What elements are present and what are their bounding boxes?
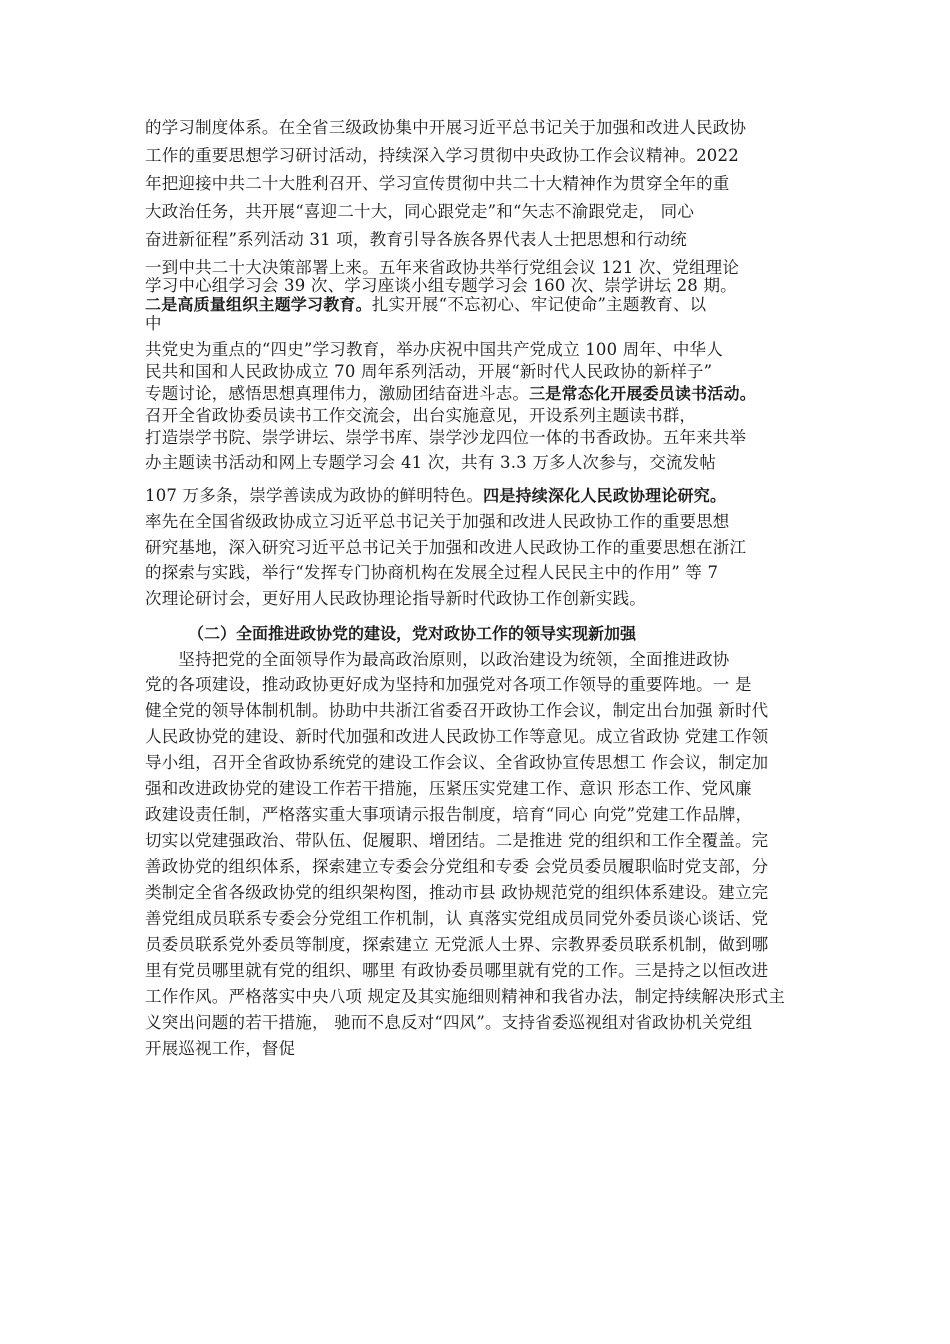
paragraph-line: 办主题读书活动和网上专题学习会 41 次，共有 3.3 万多人次参与，交流发帖 (145, 453, 717, 472)
paragraph-line: 大政治任务，共开展“喜迎二十大，同心跟党走”和“矢志不渝跟党走， 同心 (145, 202, 695, 221)
paragraph-line: 导小组，召开全省政协系统党的建设工作会议、全省政协宣传思想工 作会议，制定加 (145, 753, 769, 772)
paragraph-line: 次理论研讨会，更好用人民政协理论指导新时代政协工作创新实践。 (145, 589, 646, 608)
bold-lead-sentence: 二是高质量组织主题学习教育。 (145, 295, 372, 314)
paragraph-line: 健全党的领导体制机制。协助中共浙江省委召开政协工作会议，制定出台加强 新时代 (145, 701, 769, 720)
paragraph-line: 共党史为重点的“四史”学习教育，举办庆祝中国共产党成立 100 周年、中华人 (145, 340, 723, 359)
paragraph-line: 政建设责任制，严格落实重大事项请示报告制度，培育“同心 向党”党建工作品牌， (145, 805, 753, 824)
paragraph-line: 的探索与实践，举行“发挥专门协商机构在发展全过程人民民主中的作用” 等 7 (145, 563, 719, 582)
paragraph-line (145, 383, 756, 405)
paragraph-line: 工作作风。严格落实中央八项 规定及其实施细则精神和我省办法，制定持续解决形式主 (145, 987, 786, 1006)
paragraph-line: 率先在全国省级政协成立习近平总书记关于加强和改进人民政协工作的重要思想 (145, 512, 730, 531)
paragraph-line: 工作的重要思想学习研讨活动，持续深入学习贯彻中央政协工作会议精神。2022 (145, 146, 739, 165)
paragraph-line: 里有党员哪里就有党的组织、哪里 有政协委员哪里就有党的工作。三是持之以恒改进 (145, 961, 769, 980)
section-heading: （二）全面推进政协党的建设，党对政协工作的领导实现新加强 (188, 624, 637, 643)
paragraph-line: 义突出问题的若干措施， 驰而不息反对“四风”。支持省委巡视组对省政协机关党组 (145, 1013, 753, 1032)
bold-lead-sentence: 四是持续深化人民政协理论研究。 (483, 486, 727, 505)
paragraph-line: 奋进新征程”系列活动 31 项，教育引导各族各界代表人士把思想和行动统 (145, 230, 687, 249)
paragraph-line: 中 (145, 314, 162, 333)
paragraph-line: 的学习制度体系。在全省三级政协集中开展习近平总书记关于加强和改进人民政协 (145, 118, 747, 137)
paragraph-line (145, 485, 726, 507)
paragraph-line: 学习中心组学习会 39 次、学习座谈小组专题学习会 160 次、崇学讲坛 28 期。 (145, 276, 737, 295)
line-text: 专题讨论，感悟思想真理伟力，激励团结奋进斗志。 (145, 384, 530, 403)
paragraph-line: 打造崇学书院、崇学讲坛、崇学书库、崇学沙龙四位一体的书香政协。五年来共举 (145, 428, 747, 447)
paragraph-line: 党的各项建设，推动政协更好成为坚持和加强党对各项工作领导的重要阵地。一 是 (145, 675, 752, 694)
paragraph-line: 强和改进政协党的建设工作若干措施，压紧压实党建工作、意识 形态工作、党风廉 (145, 779, 752, 798)
paragraph-line: 一到中共二十大决策部署上来。五年来省政协共举行党组会议 121 次、党组理论 (145, 258, 740, 277)
paragraph-line: 召开全省政协委员读书工作交流会，出台实施意见，开设系列主题读书群， (145, 406, 697, 425)
paragraph-line: 切实以党建强政治、带队伍、促履职、增团结。二是推进 党的组织和工作全覆盖。完 (145, 831, 769, 850)
paragraph-line: 民共和国和人民政协成立 70 周年系列活动，开展“新时代人民政协的新样子” (145, 362, 713, 381)
paragraph-line: 类制定全省各级政协党的组织架构图，推动市县 政协规范党的组织体系建设。建立完 (145, 883, 769, 902)
paragraph-line (145, 294, 706, 316)
line-text: 107 万多条，崇学善读成为政协的鲜明特色。 (145, 486, 484, 505)
paragraph-line: 善政协党的组织体系，探索建立专委会分党组和专委 会党员委员履职临时党支部，分 (145, 857, 769, 876)
paragraph-line: 员委员联系党外委员等制度，探索建立 无党派人士界、宗教界委员联系机制，做到哪 (145, 935, 769, 954)
bold-lead-sentence: 三是常态化开展委员读书活动。 (529, 384, 756, 403)
paragraph-line: 坚持把党的全面领导作为最高政治原则，以政治建设为统领，全面推进政协 (145, 650, 730, 669)
paragraph-line: 年把迎接中共二十大胜利召开、学习宣传贯彻中共二十大精神作为贯穿全年的重 (145, 174, 730, 193)
paragraph-line: 人民政协党的建设、新时代加强和改进人民政协工作等意见。成立省政协 党建工作领 (145, 727, 769, 746)
paragraph-line: 善党组成员联系专委会分党组工作机制，认 真落实党组成员同党外委员谈心谈话、党 (145, 909, 769, 928)
paragraph-line: 研究基地，深入研究习近平总书记关于加强和改进人民政协工作的重要思想在浙江 (145, 538, 747, 557)
line-text: 扎实开展“不忘初心、牢记使命”主题教育、以 (371, 295, 707, 314)
paragraph-line: 开展巡视工作，督促 (145, 1039, 296, 1058)
